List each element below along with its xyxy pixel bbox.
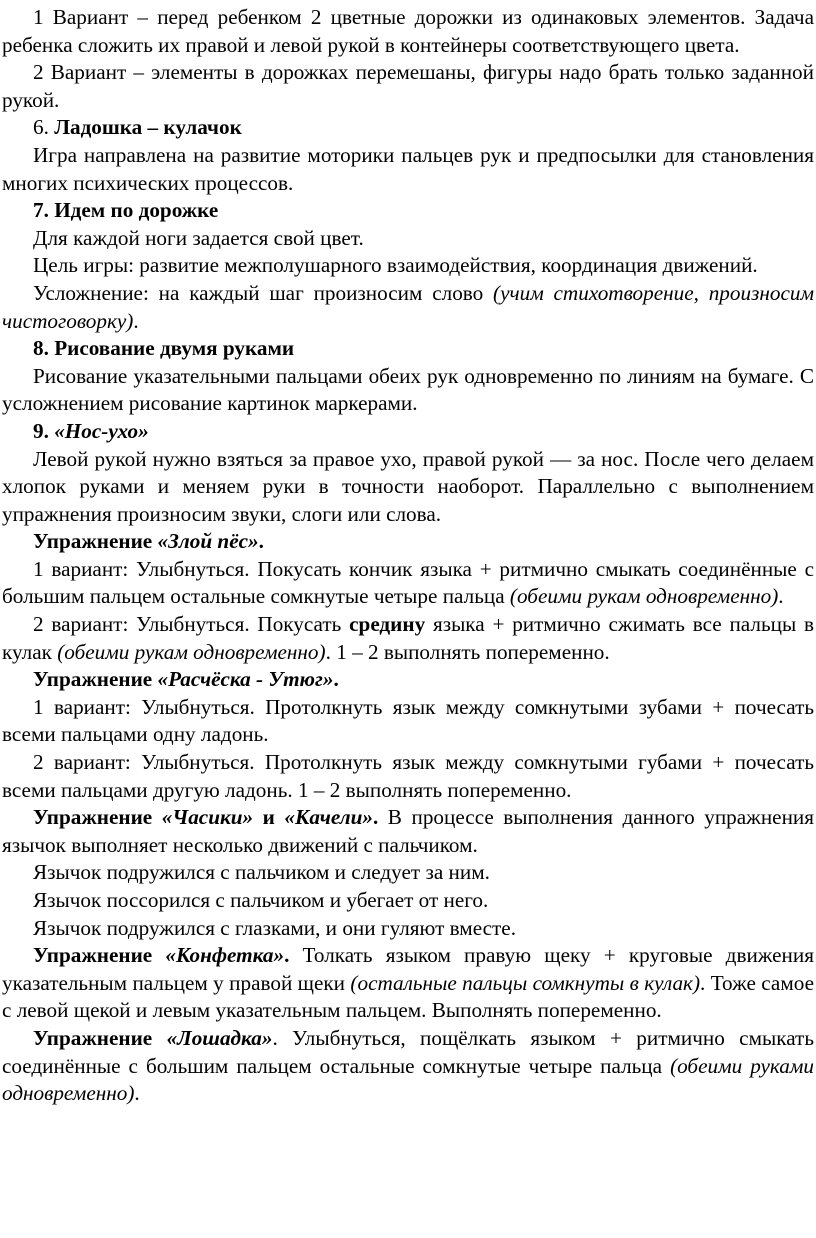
paragraph-complication: Усложнение: на каждый шаг произносим слово (учим стихотворение, произносим чистоговорку). [2, 280, 814, 333]
paragraph-comb-iron-variant-1: 1 вариант: Улыбнуться. Протолкнуть язык между сомкнутыми зубами + почесать всеми пальцами одну ладонь. [2, 694, 814, 747]
heading-6: 6. Ладошка – кулачок [33, 115, 242, 140]
paragraph-leg-color: Для каждой ноги задается свой цвет. [33, 225, 364, 250]
paragraph-tongue-friends-finger: Язычок подружился с пальчиком и следует за ним. [33, 860, 490, 885]
exercise-candy: Упражнение «Конфетка». Толкать языком правую щеку + круговые движения указательным пальцем у правой щеки (остальные пальцы сомкнуты в кулак). Тоже самое с левой щекой и левым указательным пальцем. Выполнять попеременно. [2, 943, 814, 1023]
paragraph-variant-1: 1 Вариант – перед ребенком 2 цветные дорожки из одинаковых элементов. Задача ребенка сложить их правой и левой рукой в контейнеры соответствующего цвета. [2, 5, 814, 57]
heading-9: 9. «Нос-ухо» [33, 418, 149, 443]
paragraph-tongue-friends-eyes: Язычок подружился с глазками, и они гуляют вместе. [33, 915, 517, 940]
paragraph-nose-ear: Левой рукой нужно взяться за правое ухо, правой рукой — за нос. После чего делаем хлопок руками и меняем руки в точности наоборот. Параллельно с выполнением упражнения произносим звуки, слоги или слова. [2, 446, 814, 526]
paragraph-tongue-quarrel: Язычок поссорился с пальчиком и убегает от него. [33, 888, 489, 912]
heading-7: 7. Идем по дорожке [33, 198, 219, 223]
paragraph-game-goal: Игра направлена на развитие моторики пальцев рук и предпосылки для становления многих психических процессов. [2, 142, 814, 195]
paragraph-variant-2: 2 Вариант – элементы в дорожках перемешаны, фигуры надо брать только заданной рукой. [2, 60, 814, 112]
exercise-heading-comb-iron: Упражнение «Расчёска - Утюг». [33, 667, 339, 692]
paragraph-game-aim: Цель игры: развитие межполушарного взаимодействия, координация движений. [33, 253, 758, 278]
exercise-clock-swing: Упражнение «Часики» и «Качели». В процессе выполнения данного упражнения язычок выполняет несколько движений с пальчиком. [2, 805, 814, 857]
exercise-heading-angry-dog: Упражнение «Злой пёс». [33, 529, 264, 554]
paragraph-drawing: Рисование указательными пальцами обеих рук одновременно по линиям на бумаге. С усложнением рисование картинок маркерами. [2, 363, 814, 416]
exercise-horse: Упражнение «Лошадка». Улыбнуться, пощёлкать языком + ритмично смыкать соединённые с большим пальцем остальные сомкнутые четыре пальца (обеими руками одновременно). [2, 1025, 815, 1106]
heading-8: 8. Рисование двумя руками [33, 336, 295, 361]
paragraph-comb-iron-variant-2: 2 вариант: Улыбнуться. Протолкнуть язык между сомкнутыми губами + почесать всеми пальцами другую ладонь. 1 – 2 выполнять попеременно. [2, 750, 814, 802]
paragraph-angry-dog-variant-2: 2 вариант: Улыбнуться. Покусать средину языка + ритмично сжимать все пальцы в кулак (обеими рукам одновременно). 1 – 2 выполнять попеременно. [2, 612, 814, 664]
paragraph-angry-dog-variant-1: 1 вариант: Улыбнуться. Покусать кончик языка + ритмично смыкать соединённые с большим пальцем остальные сомкнутые четыре пальца (обеими рукам одновременно). [2, 556, 814, 609]
